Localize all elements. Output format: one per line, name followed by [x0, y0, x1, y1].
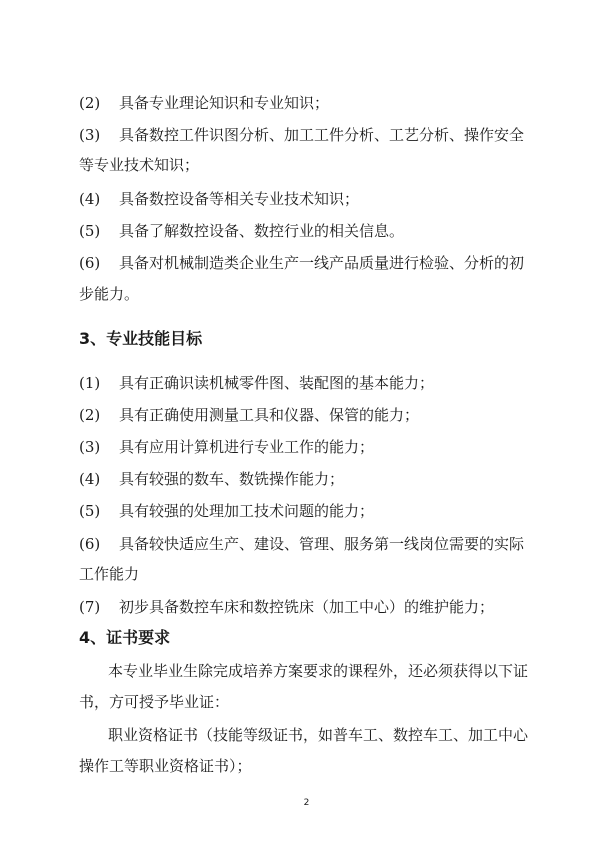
item-text: 具备了解数控设备、数控行业的相关信息。 [119, 222, 405, 240]
page-number: 2 [303, 798, 310, 808]
paragraph-line: 本专业毕业生除完成培养方案要求的课程外，还必须获得以下证 [108, 662, 529, 680]
item-number: (2) [79, 406, 101, 424]
item-number: (5) [79, 502, 101, 520]
paragraph-line: 操作工等职业资格证书）； [79, 757, 252, 775]
item-number: (3) [79, 438, 101, 456]
list-item [79, 190, 549, 208]
list-item-continuation: 等专业技术知识； [79, 156, 200, 174]
item-number: (1) [79, 374, 101, 392]
item-number: (4) [79, 470, 101, 488]
list-item [79, 254, 549, 272]
list-item [79, 406, 549, 424]
list-item [79, 502, 549, 520]
item-number: (4) [79, 190, 101, 208]
section-heading: 4、证书要求 [79, 628, 171, 647]
list-item [79, 374, 549, 392]
item-text: 具备专业理论知识和专业知识； [119, 94, 330, 112]
item-text: 具备较快适应生产、建设、管理、服务第一线岗位需要的实际 [119, 535, 525, 553]
list-item [79, 438, 549, 456]
section-heading: 3、专业技能目标 [79, 329, 203, 348]
list-item [79, 126, 549, 144]
item-text: 具备对机械制造类企业生产一线产品质量进行检验、分析的初 [119, 254, 525, 272]
list-item-continuation: 工作能力 [79, 565, 140, 583]
paragraph-line: 书，方可授予毕业证： [79, 693, 230, 711]
list-item [79, 535, 549, 553]
item-text: 具有正确识读机械零件图、装配图的基本能力； [119, 374, 435, 392]
list-item [79, 470, 549, 488]
list-item [79, 598, 549, 616]
item-number: (6) [79, 535, 101, 553]
item-text: 具备数控工件识图分析、加工工件分析、工艺分析、操作安全 [119, 126, 525, 144]
item-text: 具有较强的数车、数铣操作能力； [119, 470, 345, 488]
list-item [79, 222, 549, 240]
item-number: (6) [79, 254, 101, 272]
item-number: (2) [79, 94, 101, 112]
item-text: 具备数控设备等相关专业技术知识； [119, 190, 360, 208]
paragraph-line: 职业资格证书（技能等级证书，如普车工、数控车工、加工中心 [108, 726, 529, 744]
item-number: (3) [79, 126, 101, 144]
item-text: 初步具备数控车床和数控铣床（加工中心）的维护能力； [119, 598, 495, 616]
list-item [79, 94, 549, 112]
item-text: 具有正确使用测量工具和仪器、保管的能力； [119, 406, 420, 424]
list-item-continuation: 步能力。 [79, 285, 140, 303]
item-number: (5) [79, 222, 101, 240]
item-number: (7) [79, 598, 101, 616]
item-text: 具有应用计算机进行专业工作的能力； [119, 438, 375, 456]
item-text: 具有较强的处理加工技术问题的能力； [119, 502, 375, 520]
